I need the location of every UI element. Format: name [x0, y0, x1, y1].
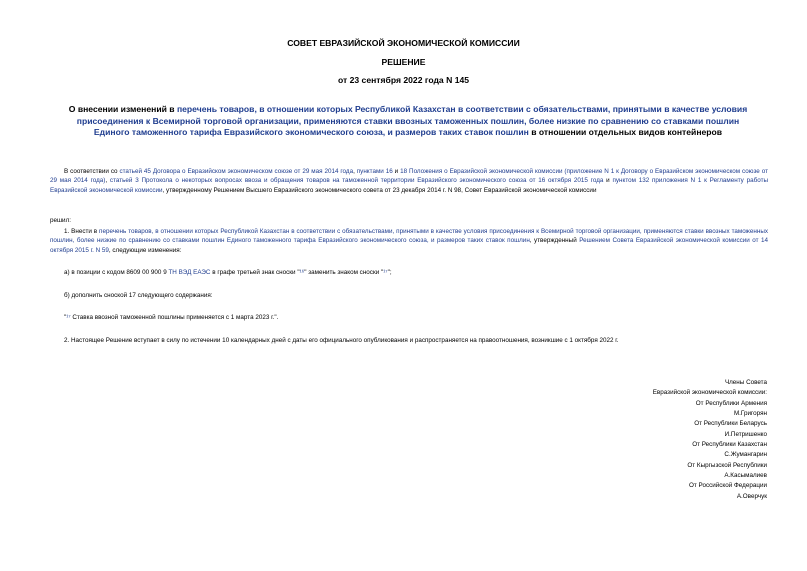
footnote-text: Ставка ввозной таможенной пошлины применяется с 1 марта 2023 г.".	[70, 314, 279, 321]
item-1-text: , утвержденный	[529, 237, 580, 245]
signature-line: Члены Совета	[724, 379, 767, 386]
item-a-text: в графе третьей знак сноски "	[210, 269, 300, 276]
signature-line: От Республики Беларусь	[694, 420, 767, 428]
signature-line: От Республики Армения	[695, 399, 767, 407]
footnote-paragraph	[64, 313, 278, 322]
document-type: РЕШЕНИЕ	[381, 57, 426, 67]
item-1-text: 1. Внести в	[64, 228, 100, 235]
signature-line: А.Касымалиев	[724, 472, 767, 480]
preamble-text: и	[603, 177, 613, 185]
subject-link[interactable]: перечень товаров, в отношении которых Республикой Казахстан в соответствии с обязательствами, принятыми в качестве условия присоединения к Всемирной торговой организации, применяются ставки ввозных таможенных пошлин, более низкие по сравнению со ставками пошлин Единого таможенного тарифа Евразийского экономического союза, и размеров таких ставок пошлин	[76, 104, 748, 137]
document-date-number: от 23 сентября 2022 года N 145	[337, 75, 470, 85]
document-subject	[58, 104, 758, 139]
signature-line: А.Оверчук	[736, 492, 767, 500]
signatures-block	[567, 378, 767, 502]
link-regulation-18[interactable]: 18 Положения о Евразийской экономической комиссии (приложение N 1 к Договору о Евразийском экономическом союзе от 29 мая 2014 года)	[50, 168, 768, 185]
link-goods-list[interactable]: перечень товаров, в отношении которых Республикой Казахстан в соответствии с обязательствами, принятыми в качестве условия присоединения к Всемирной торговой организации, применяются ставки ввозных таможенных пошлин, более низкие по сравнению со ставками пошлин Единого таможенного тарифа Евразийского экономического союза, и размеров таких ставок пошлин	[50, 228, 769, 245]
link-point-16[interactable]: пунктами 16	[356, 168, 393, 175]
link-decision-59[interactable]: Решением Совета Евразийской экономической комиссии от 14 октября 2015 г. N 59	[50, 237, 769, 254]
link-article-45[interactable]: статьей 45 Договора о Евразийском экономическом союзе от 29 мая 2014 года	[119, 168, 354, 175]
preamble-text: и	[392, 168, 401, 175]
preamble-text: ,	[353, 168, 357, 175]
signature-line: От Российской Федерации	[688, 482, 767, 490]
signature-line: С.Жумангарин	[724, 451, 767, 459]
preamble-text: ,	[105, 177, 110, 185]
signature-line: И.Петришенко	[724, 430, 767, 438]
subject-text: О внесении изменений в	[68, 104, 177, 114]
footnote-16-link[interactable]: ¹⁶	[299, 269, 305, 276]
item-a-text: ";	[387, 269, 392, 276]
item-a-text: а) в позиции с кодом 8609 00 900 9	[64, 269, 169, 276]
signature-line: От Республики Казахстан	[692, 441, 767, 449]
org-title: СОВЕТ ЕВРАЗИЙСКОЙ ЭКОНОМИЧЕСКОЙ КОМИССИИ	[287, 38, 520, 48]
signature-line: Евразийской экономической комиссии:	[652, 389, 767, 397]
item-a-paragraph	[64, 268, 392, 277]
footnote-17-mark[interactable]: ¹⁷	[66, 314, 71, 321]
item-a-text: " заменить знаком сноски "	[304, 269, 384, 276]
item-1-paragraph	[50, 227, 768, 255]
decided-label: решил:	[50, 217, 71, 224]
link-protocol-article-3[interactable]: статьей 3 Протокола о некоторых вопросах ввоза и обращения товаров на таможенной территории Евразийского экономического союза от 16 октября 2015 года	[109, 177, 604, 185]
item-1-text: , следующие изменения:	[108, 246, 182, 254]
link-point-132[interactable]: пунктом 132 приложения N 1 к Регламенту работы Евразийской экономической комиссии	[50, 177, 768, 194]
preamble-paragraph	[50, 167, 768, 195]
item-b-paragraph: б) дополнить сноской 17 следующего содержания:	[64, 292, 213, 299]
footnote-text: "	[64, 314, 67, 321]
subject-text-end: в отношении отдельных видов контейнеров	[528, 127, 723, 137]
signature-line: От Кыргызской Республики	[687, 461, 767, 469]
item-2-paragraph: 2. Настоящее Решение вступает в силу по истечении 10 календарных дней с даты его официального опубликования и распространяется на правоотношения, возникшие с 1 октября 2022 г.	[64, 337, 619, 344]
preamble-text: , утвержденному Решением Высшего Евразийского экономического совета от 23 декабря 2014 г. N 98, Совет Евразийской экономической комиссии	[162, 186, 597, 194]
signature-line: М.Григорян	[733, 410, 767, 418]
footnote-17-link[interactable]: ¹⁷	[383, 269, 388, 276]
link-tn-ved[interactable]: ТН ВЭД ЕАЭС	[168, 269, 211, 276]
preamble-text: В соответствии со	[64, 168, 120, 175]
